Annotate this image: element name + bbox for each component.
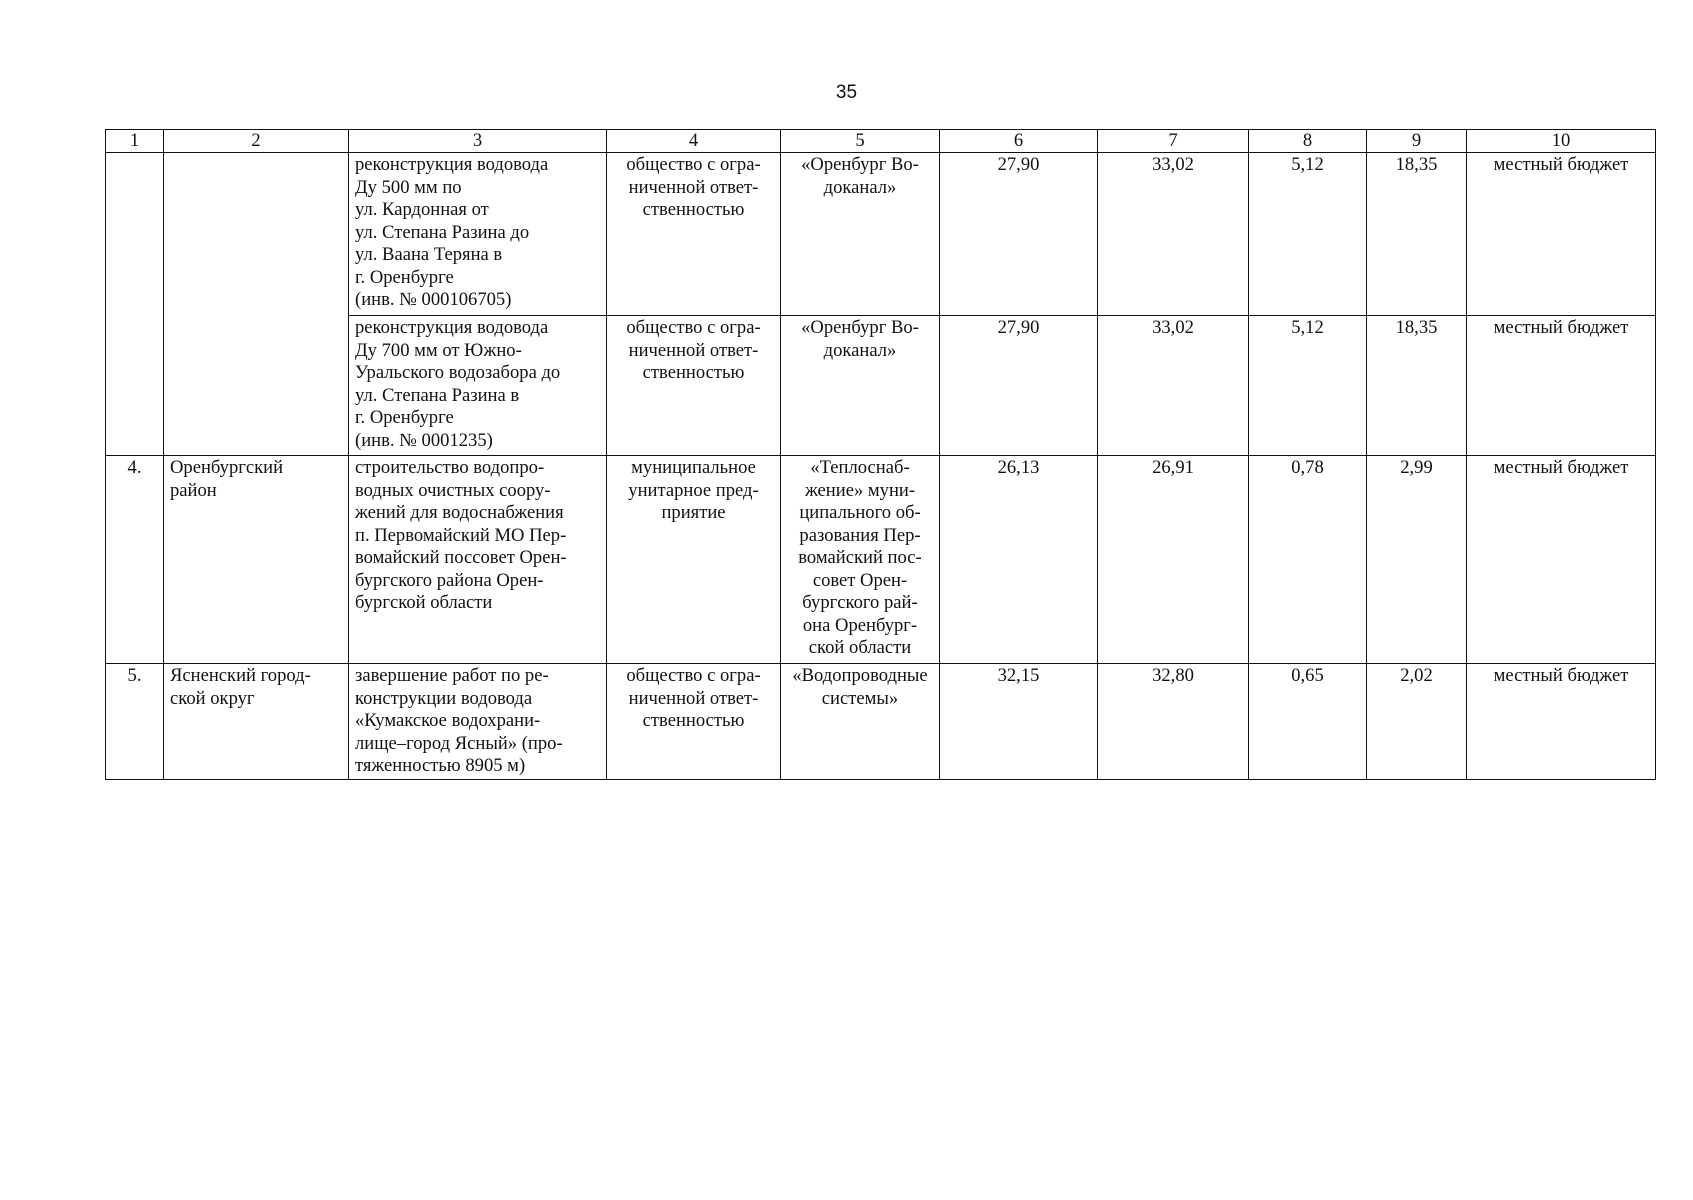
column-number: 2 (164, 130, 349, 153)
district-cell: Ясненский город- ской округ (164, 664, 349, 780)
investment-table (105, 129, 1656, 780)
org-form-cell: общество с огра- ниченной ответ- ственностью (607, 316, 781, 456)
row-number-cell (106, 153, 164, 456)
funding-source-cell: местный бюджет (1467, 316, 1656, 456)
row-number-cell: 4. (106, 456, 164, 664)
column-number: 1 (106, 130, 164, 153)
value-cell-6: 27,90 (940, 316, 1098, 456)
value-cell-6: 32,15 (940, 664, 1098, 780)
column-number: 4 (607, 130, 781, 153)
value-cell-9: 18,35 (1367, 316, 1467, 456)
project-cell: завершение работ по ре- конструкции водовода «Кумакское водохрани- лище–город Ясный» (про- тяженностью 8905 м) (349, 664, 607, 780)
value-cell-8: 5,12 (1249, 316, 1367, 456)
column-number: 9 (1367, 130, 1467, 153)
org-form-cell: общество с огра- ниченной ответ- ственностью (607, 664, 781, 780)
column-number: 7 (1098, 130, 1249, 153)
value-cell-7: 26,91 (1098, 456, 1249, 664)
org-form-cell: муниципальное унитарное пред- приятие (607, 456, 781, 664)
value-cell-8: 0,78 (1249, 456, 1367, 664)
table-row (106, 153, 1656, 316)
funding-source-cell: местный бюджет (1467, 664, 1656, 780)
column-number: 5 (781, 130, 940, 153)
value-cell-9: 2,02 (1367, 664, 1467, 780)
value-cell-6: 26,13 (940, 456, 1098, 664)
project-cell: строительство водопро- водных очистных соору- жений для водоснабжения п. Первомайский МО Пер- вомайский поссовет Орен- бургского района Орен- бургской области (349, 456, 607, 664)
project-cell: реконструкция водовода Ду 500 мм по ул. Кардонная от ул. Степана Разина до ул. Ваана Теряна в г. Оренбурге (инв. № 000106705) (349, 153, 607, 316)
column-number-row (106, 130, 1656, 153)
value-cell-9: 2,99 (1367, 456, 1467, 664)
column-number: 10 (1467, 130, 1656, 153)
value-cell-9: 18,35 (1367, 153, 1467, 316)
value-cell-8: 5,12 (1249, 153, 1367, 316)
column-number: 6 (940, 130, 1098, 153)
funding-source-cell: местный бюджет (1467, 153, 1656, 316)
value-cell-7: 32,80 (1098, 664, 1249, 780)
district-cell: Оренбургский район (164, 456, 349, 664)
funding-source-cell: местный бюджет (1467, 456, 1656, 664)
table-row (106, 456, 1656, 664)
column-number: 3 (349, 130, 607, 153)
org-name-cell: «Водопроводные системы» (781, 664, 940, 780)
value-cell-6: 27,90 (940, 153, 1098, 316)
value-cell-7: 33,02 (1098, 316, 1249, 456)
org-form-cell: общество с огра- ниченной ответ- ственностью (607, 153, 781, 316)
project-cell: реконструкция водовода Ду 700 мм от Южно- Уральского водозабора до ул. Степана Разина в г. Оренбурге (инв. № 0001235) (349, 316, 607, 456)
value-cell-7: 33,02 (1098, 153, 1249, 316)
page-number: 35 (835, 82, 858, 103)
district-cell (164, 153, 349, 456)
org-name-cell: «Теплоснаб- жение» муни- ципального об- разования Пер- вомайский пос- совет Орен- бургского рай- она Оренбург- ской области (781, 456, 940, 664)
row-number-cell: 5. (106, 664, 164, 780)
column-number: 8 (1249, 130, 1367, 153)
table-row (106, 664, 1656, 780)
org-name-cell: «Оренбург Во- доканал» (781, 316, 940, 456)
value-cell-8: 0,65 (1249, 664, 1367, 780)
org-name-cell: «Оренбург Во- доканал» (781, 153, 940, 316)
